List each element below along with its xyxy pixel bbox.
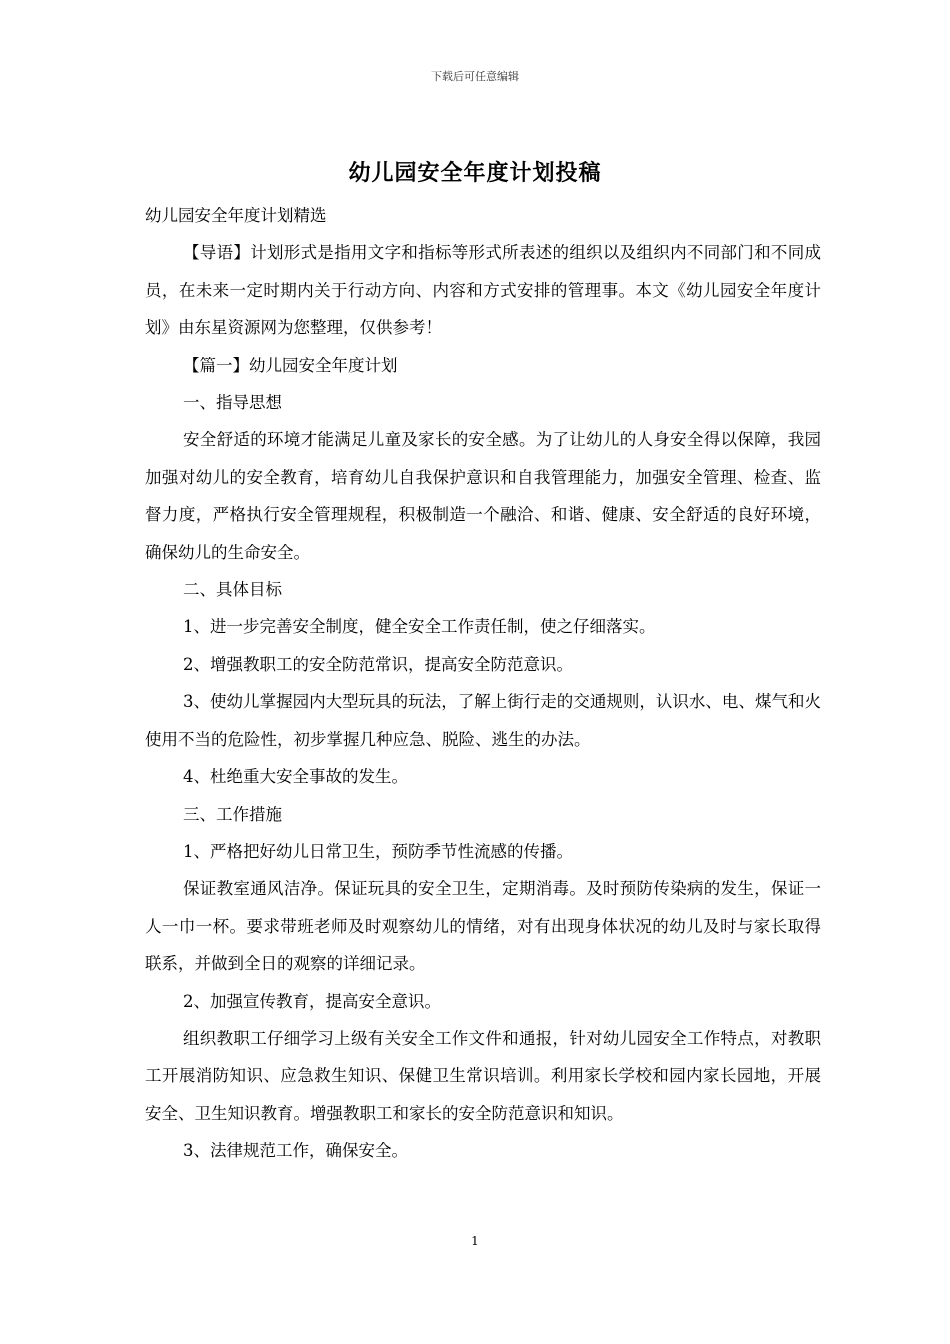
paragraph-subtitle: 幼儿园安全年度计划精选: [145, 206, 327, 225]
measure-item-2: 2、加强宣传教育，提高安全意识。: [183, 991, 441, 1011]
paragraph-hygiene: 保证教室通风洁净。保证玩具的安全卫生，定期消毒。及时预防传染病的发生，保证一人一巾一杯。要求带班老师及时观察幼儿的情绪，对有出现身体状况的幼儿及时与家长取得联系，并做到全日的观察的详细记录。: [145, 879, 821, 974]
section-heading-guiding-thought: 一、指导思想: [183, 393, 282, 413]
document-body: [145, 197, 821, 1170]
section-heading-measures: 三、工作措施: [183, 804, 282, 824]
goal-item-1: 1、进一步完善安全制度，健全安全工作责任制，使之仔细落实。: [183, 617, 656, 637]
goal-item-2: 2、增强教职工的安全防范常识，提高安全防范意识。: [183, 654, 573, 674]
paragraph-education: 组织教职工仔细学习上级有关安全工作文件和通报，针对幼儿园安全工作特点，对教职工开展消防知识、应急救生知识、保健卫生常识培训。利用家长学校和园内家长园地，开展安全、卫生知识教育。增强教职工和家长的安全防范意识和知识。: [145, 1028, 821, 1123]
measure-item-3: 3、法律规范工作，确保安全。: [183, 1141, 408, 1161]
paragraph-guiding-thought: 安全舒适的环境才能满足儿童及家长的安全感。为了让幼儿的人身安全得以保障，我园加强对幼儿的安全教育，培育幼儿自我保护意识和自我管理能力，加强安全管理、检查、监督力度，严格执行安全管理规程，积极制造一个融洽、和谐、健康、安全舒适的良好环境，确保幼儿的生命安全。: [145, 430, 821, 562]
paragraph-intro: 【导语】计划形式是指用文字和指标等形式所表述的组织以及组织内不同部门和不同成员，在未来一定时期内关于行动方向、内容和方式安排的管理事。本文《幼儿园安全年度计划》由东星资源网为您整理，仅供参考！: [145, 243, 821, 338]
document-title: 幼儿园安全年度计划投稿: [348, 160, 602, 186]
header-note: 下载后可任意编辑: [431, 70, 519, 83]
section-heading-goals: 二、具体目标: [183, 580, 282, 600]
page-number: 1: [471, 1234, 479, 1248]
measure-item-1: 1、严格把好幼儿日常卫生，预防季节性流感的传播。: [183, 841, 573, 861]
goal-item-3: 3、使幼儿掌握园内大型玩具的玩法，了解上街行走的交通规则，认识水、电、煤气和火使用不当的危险性，初步掌握几种应急、脱险、逃生的办法。: [145, 692, 821, 749]
goal-item-4: 4、杜绝重大安全事故的发生。: [183, 767, 408, 787]
section-heading-part-one: 【篇一】幼儿园安全年度计划: [183, 355, 398, 375]
